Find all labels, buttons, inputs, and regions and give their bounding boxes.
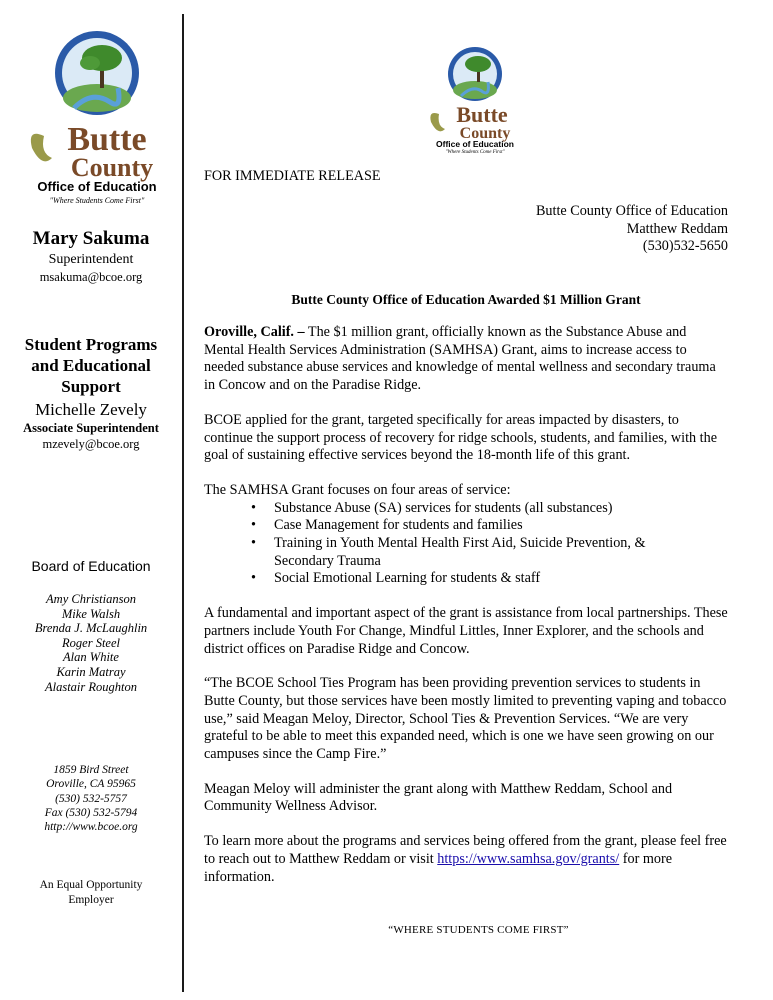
article-body <box>204 324 728 886</box>
equal-opportunity-line2: Employer <box>68 893 114 906</box>
list-item: • Training in Youth Mental Health First Aid, Suicide Prevention, & Secondary Trauma <box>204 535 728 570</box>
superintendent-email: msakuma@bcoe.org <box>39 270 143 284</box>
paragraph-1-text: The $1 million grant, officially known as the Substance Abuse and Mental Health Services Administration (SAMHSA) Grant, aims to increase access to needed substance abuse services and knowledge of mental wellness and secondary trauma in Concow and on the Paradise Ridge. <box>204 324 716 394</box>
superintendent-name: Mary Sakuma <box>32 228 150 249</box>
svg-text:County: County <box>70 153 154 182</box>
service-list <box>204 500 728 589</box>
svg-text:Office of Education: Office of Education <box>37 179 157 194</box>
footer-tagline: “WHERE STUDENTS COME FIRST” <box>388 924 569 936</box>
board-members <box>0 592 182 694</box>
associate-name: Michelle Zevely <box>35 400 147 419</box>
paragraph-1 <box>204 324 728 395</box>
board-title: Board of Education <box>31 558 151 574</box>
contact-org: Butte County Office of Education <box>535 203 728 219</box>
release-label: FOR IMMEDIATE RELEASE <box>204 168 381 184</box>
board-member: Amy Christianson <box>46 592 136 606</box>
contact-block <box>204 203 728 256</box>
paragraph-5: “The BCOE School Ties Program has been providing prevention services to students in Butte County, but those services have been mostly limited to preventing vaping and tobacco use,” said Meagan Meloy, Director, School Ties & Prevention Services. “We are very grateful to be able to meet this expanded need, which is one we have seen growing on our campuses since the Camp Fire.” <box>204 675 727 763</box>
superintendent-block <box>0 228 182 286</box>
bcoe-logo-graphic <box>22 28 172 208</box>
samhsa-grants-link[interactable]: https://www.samhsa.gov/grants/ <box>437 850 620 867</box>
bcoe-logo <box>22 28 172 208</box>
paragraph-6: Meagan Meloy will administer the grant along with Matthew Reddam, School and Community Wellness Advisor. <box>204 780 673 815</box>
header-logo-graphic <box>425 44 525 154</box>
board-member: Alastair Roughton <box>44 679 138 694</box>
address-block <box>0 763 182 834</box>
equal-opportunity <box>0 878 182 907</box>
board-member: Brenda J. McLaughlin <box>34 621 148 636</box>
svg-text:Butte: Butte <box>67 121 147 158</box>
address-line: 1859 Bird Street <box>53 764 129 776</box>
list-item: • Social Emotional Learning for students & staff <box>204 570 728 588</box>
department-block <box>0 334 182 453</box>
sidebar <box>0 0 182 1000</box>
header-logo <box>425 44 525 154</box>
paragraph-4: A fundamental and important aspect of the grant is assistance from local partnerships. These partners include Youth For Change, Mindful Littles, Inner Explorer, and the schools and district offices on Paradise Ridge and Concow. <box>204 605 728 657</box>
board-member: Alan White <box>63 650 119 665</box>
superintendent-title: Superintendent <box>48 252 134 267</box>
paragraph-7 <box>204 833 728 886</box>
fax: Fax (530) 532-5794 <box>44 806 138 819</box>
phone: (530) 532-5757 <box>55 792 127 805</box>
svg-text:"Where Students Come First": "Where Students Come First" <box>49 196 145 205</box>
list-item: • Case Management for students and families <box>204 517 728 535</box>
department-title-line3: Support <box>61 377 121 396</box>
headline: Butte County Office of Education Awarded $1 Million Grant <box>291 292 641 307</box>
associate-title: Associate Superintendent <box>23 421 159 435</box>
paragraph-3: The SAMHSA Grant focuses on four areas of service: <box>204 481 511 498</box>
address-line: Oroville, CA 95965 <box>46 778 136 791</box>
sidebar-divider <box>182 14 184 992</box>
paragraph-2: BCOE applied for the grant, targeted specifically for areas impacted by disasters, to continue the support process of recovery for ridge schools, students, and families, with the goal of sustaining effective services beyond the 18-month life of this grant. <box>204 411 717 464</box>
contact-name: Matthew Reddam <box>626 220 728 237</box>
associate-email: mzevely@bcoe.org <box>42 437 140 451</box>
svg-text:Office of Education: Office of Education <box>436 139 514 149</box>
department-title-line1: Student Programs <box>24 335 158 354</box>
paragraph-7-text: To learn more about the programs and services being offered from the grant, please feel free to reach out to Matthew Reddam or visit <box>204 833 727 867</box>
contact-phone: (530)532-5650 <box>642 238 728 255</box>
board-block <box>0 558 182 694</box>
svg-text:"Where Students Come First": "Where Students Come First" <box>445 150 505 154</box>
equal-opportunity-line1: An Equal Opportunity <box>39 879 143 891</box>
board-member: Mike Walsh <box>61 606 121 621</box>
board-member: Karin Matray <box>56 664 126 679</box>
department-title-line2: and Educational <box>31 356 151 375</box>
website: http://www.bcoe.org <box>44 821 138 834</box>
list-item: • Substance Abuse (SA) services for students (all substances) <box>204 500 728 518</box>
svg-text:County: County <box>459 125 511 142</box>
svg-text:Butte: Butte <box>456 102 508 127</box>
dateline: Oroville, Calif. – <box>204 324 305 340</box>
board-member: Roger Steel <box>62 635 120 650</box>
paragraph-7-end: for more information. <box>204 850 672 885</box>
